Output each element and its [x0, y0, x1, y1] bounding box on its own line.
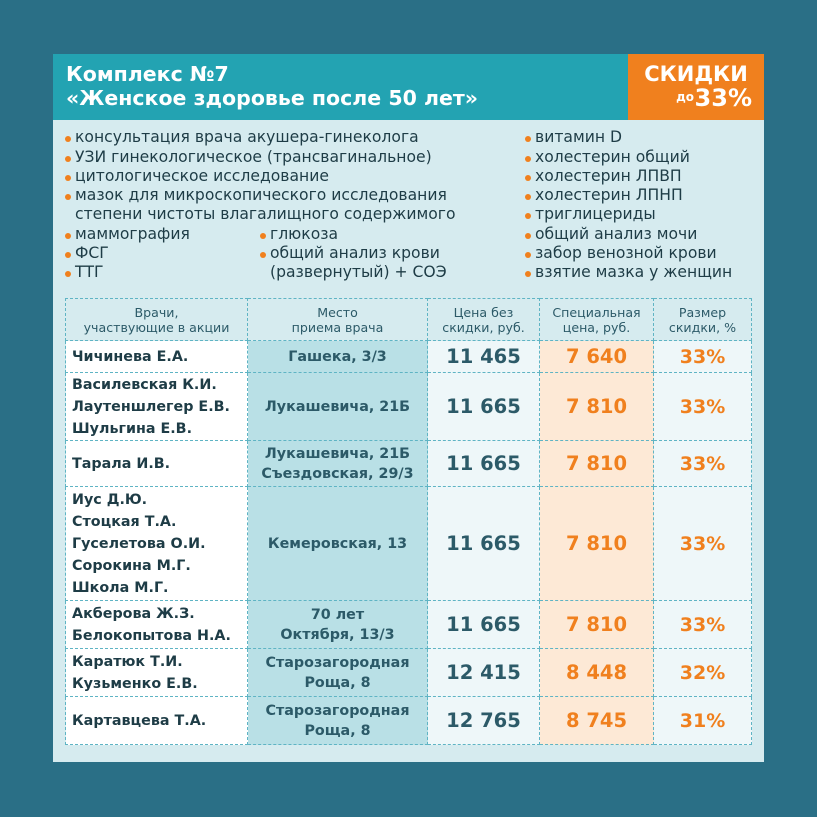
doctors-cell: Василевская К.И. Лаутеншлегер Е.В. Шульгина Е.В.	[66, 373, 248, 441]
promo-card	[53, 54, 764, 762]
discount-cell: 33%	[654, 601, 752, 649]
doctors-cell: Акберова Ж.З. Белокопытова Н.А.	[66, 601, 248, 649]
bullet-icon	[525, 156, 531, 162]
doctors-cell: Каратюк Т.И. Кузьменко Е.В.	[66, 649, 248, 697]
page-title	[66, 62, 478, 110]
place-cell: Лукашевича, 21Б	[248, 373, 428, 441]
service-item-continuation: степени чистоты влагалищного содержимого	[75, 205, 456, 223]
service-item: холестерин ЛПНП	[535, 186, 683, 206]
services-list	[53, 124, 764, 294]
discount-cell: 33%	[654, 341, 752, 373]
special-price-cell: 8 448	[540, 649, 654, 697]
header-special-price: Специальная цена, руб.	[540, 299, 654, 341]
bullet-icon	[65, 233, 71, 239]
table-row	[66, 487, 752, 601]
special-price-cell: 7 810	[540, 601, 654, 649]
special-price-cell: 7 810	[540, 441, 654, 487]
price-table	[65, 298, 752, 745]
bullet-icon	[525, 175, 531, 181]
special-price-cell: 7 640	[540, 341, 654, 373]
badge-value: 33%	[694, 84, 752, 112]
table-row	[66, 373, 752, 441]
table-row	[66, 649, 752, 697]
service-item: УЗИ гинекологическое (трансвагинальное)	[75, 148, 432, 168]
service-item: ФСГ	[75, 244, 109, 264]
place-cell: Старозагородная Роща, 8	[248, 697, 428, 745]
place-cell: Старозагородная Роща, 8	[248, 649, 428, 697]
bullet-icon	[260, 233, 266, 239]
service-item-continuation: (развернутый) + СОЭ	[270, 263, 447, 281]
service-item: общий анализ мочи	[535, 225, 697, 245]
doctors-cell: Картавцева Т.А.	[66, 697, 248, 745]
bullet-icon	[65, 175, 71, 181]
special-price-cell: 7 810	[540, 373, 654, 441]
bullet-icon	[525, 194, 531, 200]
price-cell: 12 765	[428, 697, 540, 745]
bullet-icon	[525, 213, 531, 219]
price-cell: 11 665	[428, 601, 540, 649]
place-cell: Гашека, 3/3	[248, 341, 428, 373]
service-item: холестерин общий	[535, 148, 690, 168]
header-price: Цена без скидки, руб.	[428, 299, 540, 341]
header-place: Место приема врача	[248, 299, 428, 341]
doctors-cell: Тарала И.В.	[66, 441, 248, 487]
service-item: цитологическое исследование	[75, 167, 329, 187]
badge-prefix: до	[676, 90, 694, 104]
price-cell: 11 665	[428, 441, 540, 487]
bullet-icon	[525, 233, 531, 239]
table-header-row	[66, 299, 752, 341]
table-row	[66, 601, 752, 649]
bullet-icon	[260, 252, 266, 258]
price-cell: 12 415	[428, 649, 540, 697]
discount-badge	[628, 54, 764, 120]
bullet-icon	[525, 252, 531, 258]
table-row	[66, 341, 752, 373]
bullet-icon	[65, 194, 71, 200]
bullet-icon	[65, 271, 71, 277]
place-cell: Кемеровская, 13	[248, 487, 428, 601]
bullet-icon	[65, 252, 71, 258]
service-item: маммография	[75, 225, 190, 245]
table-row	[66, 441, 752, 487]
badge-label: СКИДКИ	[644, 62, 748, 86]
special-price-cell: 7 810	[540, 487, 654, 601]
price-cell: 11 665	[428, 373, 540, 441]
service-item: консультация врача акушера-гинеколога	[75, 128, 419, 148]
bullet-icon	[65, 136, 71, 142]
discount-cell: 33%	[654, 441, 752, 487]
header-bar	[53, 54, 764, 120]
discount-cell: 31%	[654, 697, 752, 745]
bullet-icon	[65, 156, 71, 162]
service-item: ТТГ	[75, 263, 104, 283]
service-item: триглицериды	[535, 205, 656, 225]
service-item: взятие мазка у женщин	[535, 263, 732, 283]
title-line-2: «Женское здоровье после 50 лет»	[66, 86, 479, 110]
table-row	[66, 697, 752, 745]
service-item: мазок для микроскопического исследования	[75, 186, 447, 206]
doctors-cell: Иус Д.Ю. Стоцкая Т.А. Гуселетова О.И. Сорокина М.Г. Школа М.Г.	[66, 487, 248, 601]
doctors-cell: Чичинева Е.А.	[66, 341, 248, 373]
header-doctors: Врачи, участвующие в акции	[66, 299, 248, 341]
special-price-cell: 8 745	[540, 697, 654, 745]
place-cell: 70 лет Октября, 13/3	[248, 601, 428, 649]
header-discount: Размер скидки, %	[654, 299, 752, 341]
bullet-icon	[525, 271, 531, 277]
discount-cell: 33%	[654, 373, 752, 441]
place-cell: Лукашевича, 21Б Съездовская, 29/3	[248, 441, 428, 487]
service-item: общий анализ крови	[270, 244, 440, 264]
service-item: витамин D	[535, 128, 622, 148]
price-cell: 11 465	[428, 341, 540, 373]
service-item: холестерин ЛПВП	[535, 167, 682, 187]
discount-cell: 32%	[654, 649, 752, 697]
title-line-1: Комплекс №7	[66, 62, 229, 86]
service-item: глюкоза	[270, 225, 338, 245]
bullet-icon	[525, 136, 531, 142]
discount-cell: 33%	[654, 487, 752, 601]
price-cell: 11 665	[428, 487, 540, 601]
service-item: забор венозной крови	[535, 244, 717, 264]
